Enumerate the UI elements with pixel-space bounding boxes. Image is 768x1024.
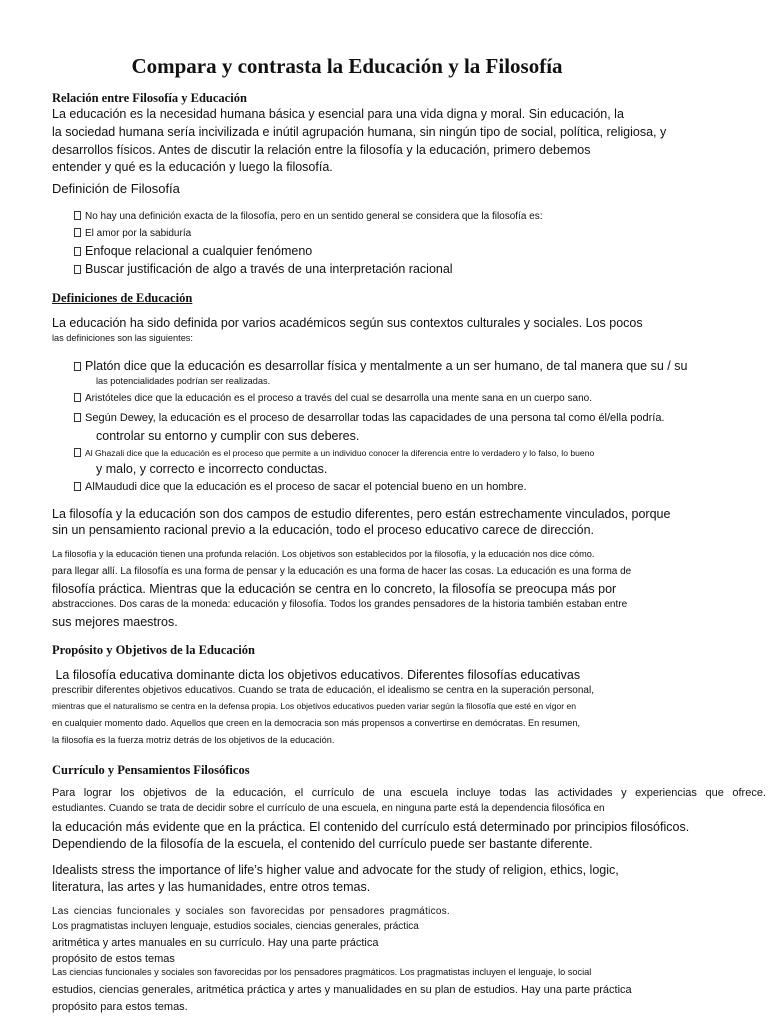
bullet-box-icon	[74, 393, 81, 402]
paragraph-line: la filosofía es la fuerza motriz detrás de los objetivos de la educación.	[52, 735, 335, 745]
list-item-text: Enfoque relacional a cualquier fenómeno	[85, 244, 313, 258]
list-item-continuation: controlar su entorno y cumplir con sus deberes.	[96, 429, 360, 443]
paragraph-line: estudios, ciencias generales, aritmética práctica y artes y manualidades en su plan de estudios. Hay una parte práctica	[52, 984, 632, 996]
list-item	[74, 228, 191, 240]
list-item-text: Buscar justificación de algo a través de una interpretación racional	[85, 262, 453, 276]
paragraph-line: mientras que el naturalismo se centra en la defensa propia. Los objetivos educativos pueden variar según la filosofía que esté en vigor en	[52, 701, 577, 711]
paragraph-line: sus mejores maestros.	[52, 615, 178, 629]
paragraph-line: La educación ha sido definida por varios académicos según sus contextos culturales y sociales. Los pocos	[52, 316, 643, 330]
bullet-box-icon	[74, 482, 81, 491]
paragraph-line: propósito de estos temas	[52, 953, 175, 965]
bullet-box-icon	[74, 265, 81, 274]
paragraph-line: Idealists stress the importance of life’s higher value and advocate for the study of religion, ethics, logic,	[52, 863, 619, 877]
paragraph-line: La filosofía y la educación tienen una profunda relación. Los objetivos son establecidos por la filosofía, y la educación nos dice cómo.	[52, 549, 595, 559]
paragraph-line: Dependiendo de la filosofía de la escuela, el contenido del currículo puede ser bastante diferente.	[52, 837, 593, 851]
paragraph-line: la sociedad humana sería incivilizada e inútil agrupación humana, sin ningún tipo de social, política, religiosa, y	[52, 125, 667, 139]
paragraph-line: aritmética y artes manuales en su currículo. Hay una parte práctica	[52, 937, 379, 949]
bullet-box-icon	[74, 448, 81, 457]
paragraph-line: abstracciones. Dos caras de la moneda: educación y filosofía. Todos los grandes pensadores de la historia también estaban entre	[52, 599, 628, 610]
paragraph-line: filosofía práctica. Mientras que la educación se centra en lo concreto, la filosofía se preocupa más por	[52, 582, 617, 596]
paragraph-line: sin un pensamiento racional previo a la educación, todo el proceso educativo carece de dirección.	[52, 523, 594, 537]
bullet-box-icon	[74, 362, 81, 371]
list-item-text: Aristóteles dice que la educación es el proceso a través del cual se desarrolla una mente sana en un cuerpo sano.	[85, 393, 592, 404]
list-item	[74, 481, 527, 494]
list-item	[74, 262, 453, 276]
list-item-text: AlMaududi dice que la educación es el proceso de sacar el potencial bueno en un hombre.	[85, 481, 527, 493]
list-item-text: Al Ghazali dice que la educación es el proceso que permite a un individuo conocer la diferencia entre lo verdadero y lo falso, lo bueno	[85, 448, 595, 458]
section-heading-definitions: Definiciones de Educación	[52, 291, 193, 305]
paragraph-line: la educación más evidente que en la práctica. El contenido del currículo está determinado por principios filosóficos.	[52, 820, 690, 834]
list-item	[74, 211, 543, 223]
paragraph-line: La educación es la necesidad humana básica y esencial para una vida digna y moral. Sin educación, la	[52, 107, 624, 121]
list-item	[74, 448, 594, 459]
paragraph-line: La filosofía educativa dominante dicta los objetivos educativos. Diferentes filosofías educativas	[52, 668, 581, 682]
section-heading-relation: Relación entre Filosofía y Educación	[52, 91, 247, 105]
list-item-text: Platón dice que la educación es desarrollar física y mentalmente a un ser humano, de tal manera que su / su	[85, 359, 688, 373]
list-item-text: No hay una definición exacta de la filosofía, pero en un sentido general se considera que la filosofía es:	[85, 211, 543, 222]
paragraph-line: prescribir diferentes objetivos educativos. Cuando se trata de educación, el idealismo se centra en la superación personal,	[52, 685, 594, 696]
paragraph-line: desarrollos físicos. Antes de discutir la relación entre la filosofía y la educación, primero debemos	[52, 143, 591, 157]
paragraph-line: en cualquier momento dado. Aquellos que creen en la democracia son más propensos a convertirse en demócratas. En resumen,	[52, 718, 581, 728]
list-item	[74, 359, 687, 373]
bullet-box-icon	[74, 413, 81, 422]
list-item-continuation: y malo, y correcto e incorrecto conductas.	[96, 462, 328, 476]
paragraph-line: La filosofía y la educación son dos campos de estudio diferentes, pero están estrechamente vinculados, porque	[52, 507, 671, 521]
paragraph-line: las definiciones son las siguientes:	[52, 333, 193, 343]
paragraph-line: Los pragmatistas incluyen lenguaje, estudios sociales, ciencias generales, práctica	[52, 921, 419, 932]
list-item-text: El amor por la sabiduría	[85, 228, 192, 239]
paragraph-line: estudiantes. Cuando se trata de decidir sobre el currículo de una escuela, en ninguna parte está la dependencia filosófica en	[52, 803, 605, 814]
paragraph-line: para llegar allí. La filosofía es una forma de pensar y la educación es una forma de hacer las cosas. La educación es una forma de	[52, 566, 632, 577]
list-item-continuation: las potencialidades podrían ser realizadas.	[96, 376, 271, 386]
bullet-box-icon	[74, 228, 81, 237]
list-item	[74, 393, 592, 405]
list-item	[74, 412, 665, 425]
paragraph-line: propósito para estos temas.	[52, 1001, 188, 1013]
paragraph-line: entender y qué es la educación y luego la filosofía.	[52, 160, 333, 174]
list-item	[74, 244, 312, 258]
section-heading-curriculum: Currículo y Pensamientos Filosóficos	[52, 763, 250, 777]
paragraph-line: literatura, las artes y las humanidades, entre otros temas.	[52, 880, 371, 894]
list-item-text: Según Dewey, la educación es el proceso de desarrollar todas las capacidades de una persona tal como él/ella podría.	[85, 412, 665, 424]
paragraph-line: Las ciencias funcionales y sociales son favorecidas por los pensadores pragmáticos. Los pragmatistas incluyen el lenguaje, lo social	[52, 967, 592, 977]
bullet-box-icon	[74, 247, 81, 256]
subheading-philosophy-definition: Definición de Filosofía	[52, 181, 180, 196]
page-title: Compara y contrasta la Educación y la Filosofía	[131, 54, 563, 78]
bullet-box-icon	[74, 211, 81, 220]
paragraph-line: Para lograr los objetivos de la educación, el currículo de una escuela incluye todas las actividades y experiencias que ofrece.	[52, 787, 766, 799]
section-heading-purpose: Propósito y Objetivos de la Educación	[52, 643, 255, 657]
paragraph-line: Las ciencias funcionales y sociales son favorecidas por pensadores pragmáticos.	[52, 906, 450, 917]
